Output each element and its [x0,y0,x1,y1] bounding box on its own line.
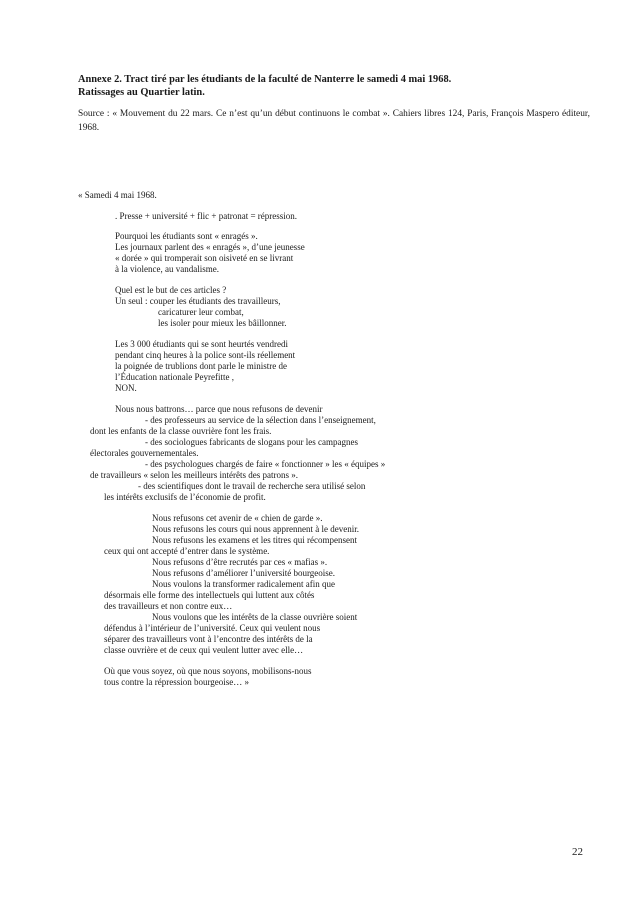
title-line-1: Annexe 2. Tract tiré par les étudiants de la faculté de Nanterre le samedi 4 mai 1968. [78,74,452,85]
tract-line: - des professeurs au service de la sélection dans l’enseignement, [145,415,376,425]
annex-title [78,73,451,99]
page-number: 22 [572,846,583,858]
tract-line: caricaturer leur combat, [158,307,244,317]
tract-line: les intérêts exclusifs de l’économie de profit. [104,492,266,502]
tract-line: ceux qui ont accepté d’entrer dans le système. [104,546,270,556]
tract-line: défendus à l’intérieur de l’université. Ceux qui veulent nous [104,623,321,633]
tract-line: Nous refusons d’être recrutés par ces « mafias ». [152,557,328,567]
tract-line: Nous refusons cet avenir de « chien de garde ». [152,513,323,523]
tract-line: Nous refusons les examens et les titres qui récompensent [152,535,357,545]
tract-line: dont les enfants de la classe ouvrière font les frais. [90,426,272,436]
tract-line: Nous voulons la transformer radicalement afin que [152,579,335,589]
tract-line: Les 3 000 étudiants qui se sont heurtés vendredi [115,339,288,349]
tract-line: Nous voulons que les intérêts de la classe ouvrière soient [152,612,358,622]
source-citation: Source : « Mouvement du 22 mars. Ce n’est qu’un début continuons le combat ». Cahiers libres 124, Paris, François Maspero éditeur, 1968. [78,109,590,133]
tract-line: la poignée de trublions dont parle le ministre de [115,361,287,371]
tract-line: Pourquoi les étudiants sont « enragés ». [115,231,258,241]
tract-line: à la violence, au vandalisme. [115,264,219,274]
tract-line: Quel est le but de ces articles ? [115,285,227,295]
tract-line: « dorée » qui tromperait son oisiveté en se livrant [115,253,294,263]
tract-line: désormais elle forme des intellectuels qui luttent aux côtés [104,590,315,600]
tract-line: pendant cinq heures à la police sont-ils réellement [115,350,296,360]
tract-line: Nous refusons d’améliorer l’université bourgeoise. [152,568,336,578]
tract-line: les isoler pour mieux les bâillonner. [158,318,287,328]
tract-line: Nous refusons les cours qui nous apprennent à le devenir. [152,524,359,534]
title-line-2: Ratissages au Quartier latin. [78,87,205,98]
tract-line: Où que vous soyez, où que nous soyons, mobilisons-nous [104,666,312,676]
tract-line: - des psychologues chargés de faire « fonctionner » les « équipes » [145,459,386,469]
tract-line: . Presse + université + flic + patronat = répression. [115,211,298,221]
tract-line: séparer des travailleurs vont à l’encontre des intérêts de la [104,634,313,644]
tract-line: l’Éducation nationale Peyrefitte , [115,372,234,382]
tract-line: tous contre la répression bourgeoise… » [104,677,250,687]
tract-line: de travailleurs « selon les meilleurs intérêts des patrons ». [90,470,298,480]
tract-line: - des sociologues fabricants de slogans pour les campagnes [145,437,358,447]
tract-line: électorales gouvernementales. [90,448,199,458]
tract-date: « Samedi 4 mai 1968. [78,190,157,200]
tract-line: Les journaux parlent des « enragés », d’une jeunesse [115,242,305,252]
tract-line: des travailleurs et non contre eux… [104,601,233,611]
tract-line: - des scientifiques dont le travail de recherche sera utilisé selon [138,481,366,491]
tract-line: Un seul : couper les étudiants des travailleurs, [115,296,281,306]
tract-line: NON. [115,383,137,393]
tract-line: classe ouvrière et de ceux qui veulent lutter avec elle… [104,645,304,655]
tract-line: Nous nous battrons… parce que nous refusons de devenir [115,404,323,414]
